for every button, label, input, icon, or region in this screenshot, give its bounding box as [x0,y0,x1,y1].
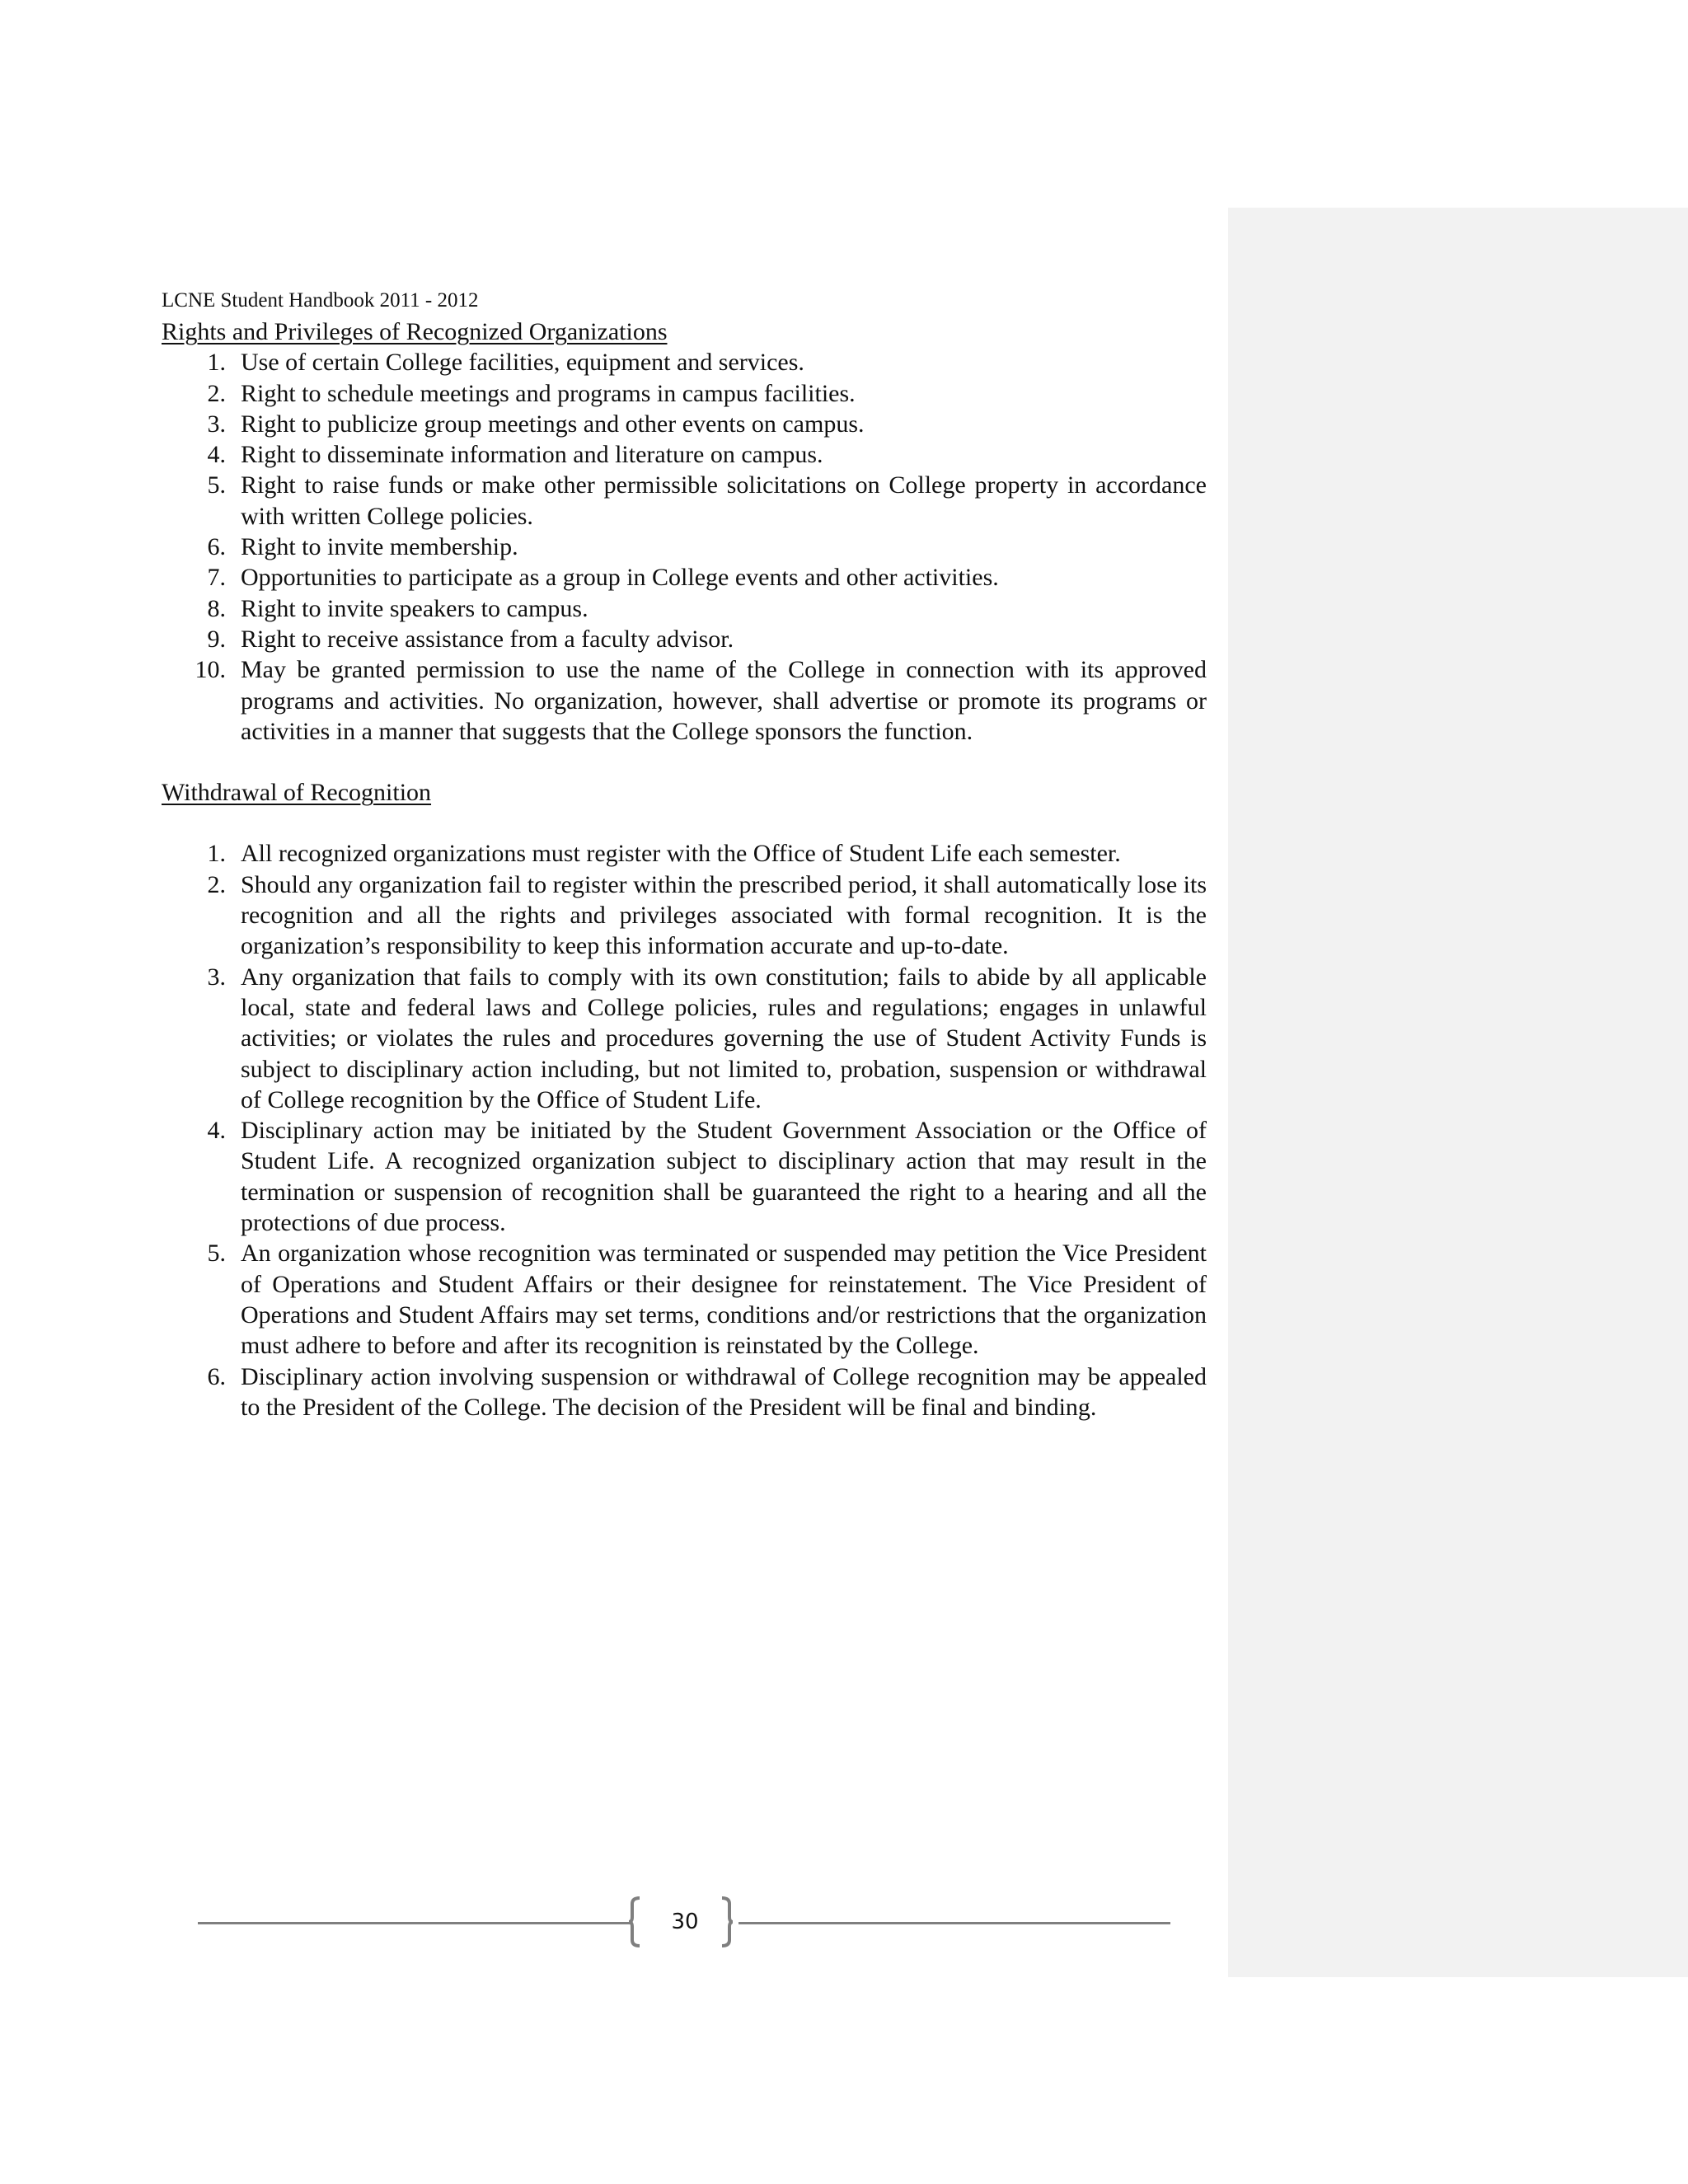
list-number: 6. [207,533,226,561]
list-number: 4. [207,1117,226,1145]
list-text: Right to invite speakers to campus. [241,594,588,622]
list-text: Right to raise funds or make other permissible solicitations on College property in accordance with written College policies. [241,471,1207,530]
list-text: Should any organization fail to register within the prescribed period, it shall automatically lose its recognition and all the rights and privileges associated with formal recognition. It is the organization’s responsibility to keep this information accurate and up-to-date. [241,870,1207,960]
list-number: 3. [207,963,226,991]
list-item [162,654,1207,747]
rights-list [162,347,1207,747]
list-item [162,347,1207,377]
list-text: Right to receive assistance from a faculty advisor. [241,625,734,653]
list-item [162,532,1207,562]
list-text: Right to schedule meetings and programs in campus facilities. [241,379,856,407]
list-text: Right to invite membership. [241,533,518,561]
list-number: 5. [207,471,226,499]
list-item [162,1115,1207,1238]
list-item [162,624,1207,654]
list-item [162,1238,1207,1361]
list-text: Use of certain College facilities, equipment and services. [241,349,804,377]
list-number: 7. [207,564,226,592]
list-number: 2. [207,379,226,407]
withdrawal-list [162,838,1207,1422]
list-number: 9. [207,625,226,653]
list-number: 2. [207,870,226,898]
page-number: 30 [671,1910,699,1934]
left-brace-icon [626,1896,643,1948]
list-text: Opportunities to participate as a group in College events and other activities. [241,564,999,592]
list-item [162,378,1207,409]
section-title-rights: Rights and Privileges of Recognized Organizations [162,318,668,345]
list-item [162,838,1207,869]
list-text: Disciplinary action may be initiated by the Student Government Association or the Office of Student Life. A recognized organization subject to disciplinary action that may result in the termination or suspension of recognition shall be guaranteed the right to a hearing and all the protections of due process. [241,1117,1207,1237]
list-item [162,470,1207,532]
list-number: 5. [207,1240,226,1268]
list-item [162,869,1207,962]
list-item [162,562,1207,593]
list-text: Disciplinary action involving suspension or withdrawal of College recognition may be appealed to the President of the College. The decision of the President will be final and binding. [241,1362,1207,1421]
list-item [162,439,1207,470]
document-body [162,285,1207,1422]
section-title-withdrawal: Withdrawal of Recognition [162,779,432,807]
right-brace-icon [719,1896,735,1948]
list-number: 10. [195,656,226,684]
list-text: May be granted permission to use the name of the College in connection with its approved programs and activities. No organization, however, shall advertise or promote its programs or activities in a manner that suggests that the College sponsors the function. [241,656,1207,745]
list-item [162,409,1207,439]
footer-rule-right [738,1922,1170,1924]
comment-margin-pane [1228,208,1688,1977]
list-number: 3. [207,410,226,438]
running-header: LCNE Student Handbook 2011 - 2012 [162,289,479,312]
list-number: 1. [207,349,226,377]
list-item [162,593,1207,624]
list-text: Right to disseminate information and literature on campus. [241,441,823,469]
footer-rule-left [198,1922,631,1924]
list-text: Right to publicize group meetings and other events on campus. [241,410,865,438]
page-footer [198,1896,1170,1948]
list-number: 4. [207,441,226,469]
list-text: All recognized organizations must register with the Office of Student Life each semester. [241,840,1121,868]
list-number: 6. [207,1362,226,1390]
list-item [162,1361,1207,1423]
list-number: 1. [207,840,226,868]
list-text: An organization whose recognition was terminated or suspended may petition the Vice President of Operations and Student Affairs or their designee for reinstatement. The Vice President of Operations and Student Affairs may set terms, conditions and/or restrictions that the organization must adhere to before and after its recognition is reinstated by the College. [241,1240,1207,1360]
list-number: 8. [207,594,226,622]
list-text: Any organization that fails to comply with its own constitution; fails to abide by all applicable local, state and federal laws and College policies, rules and regulations; engages in unlawful activities; or violates the rules and procedures governing the use of Student Activity Funds is subject to disciplinary action including, but not limited to, probation, suspension or withdrawal of College recognition by the Office of Student Life. [241,963,1207,1113]
list-item [162,962,1207,1115]
